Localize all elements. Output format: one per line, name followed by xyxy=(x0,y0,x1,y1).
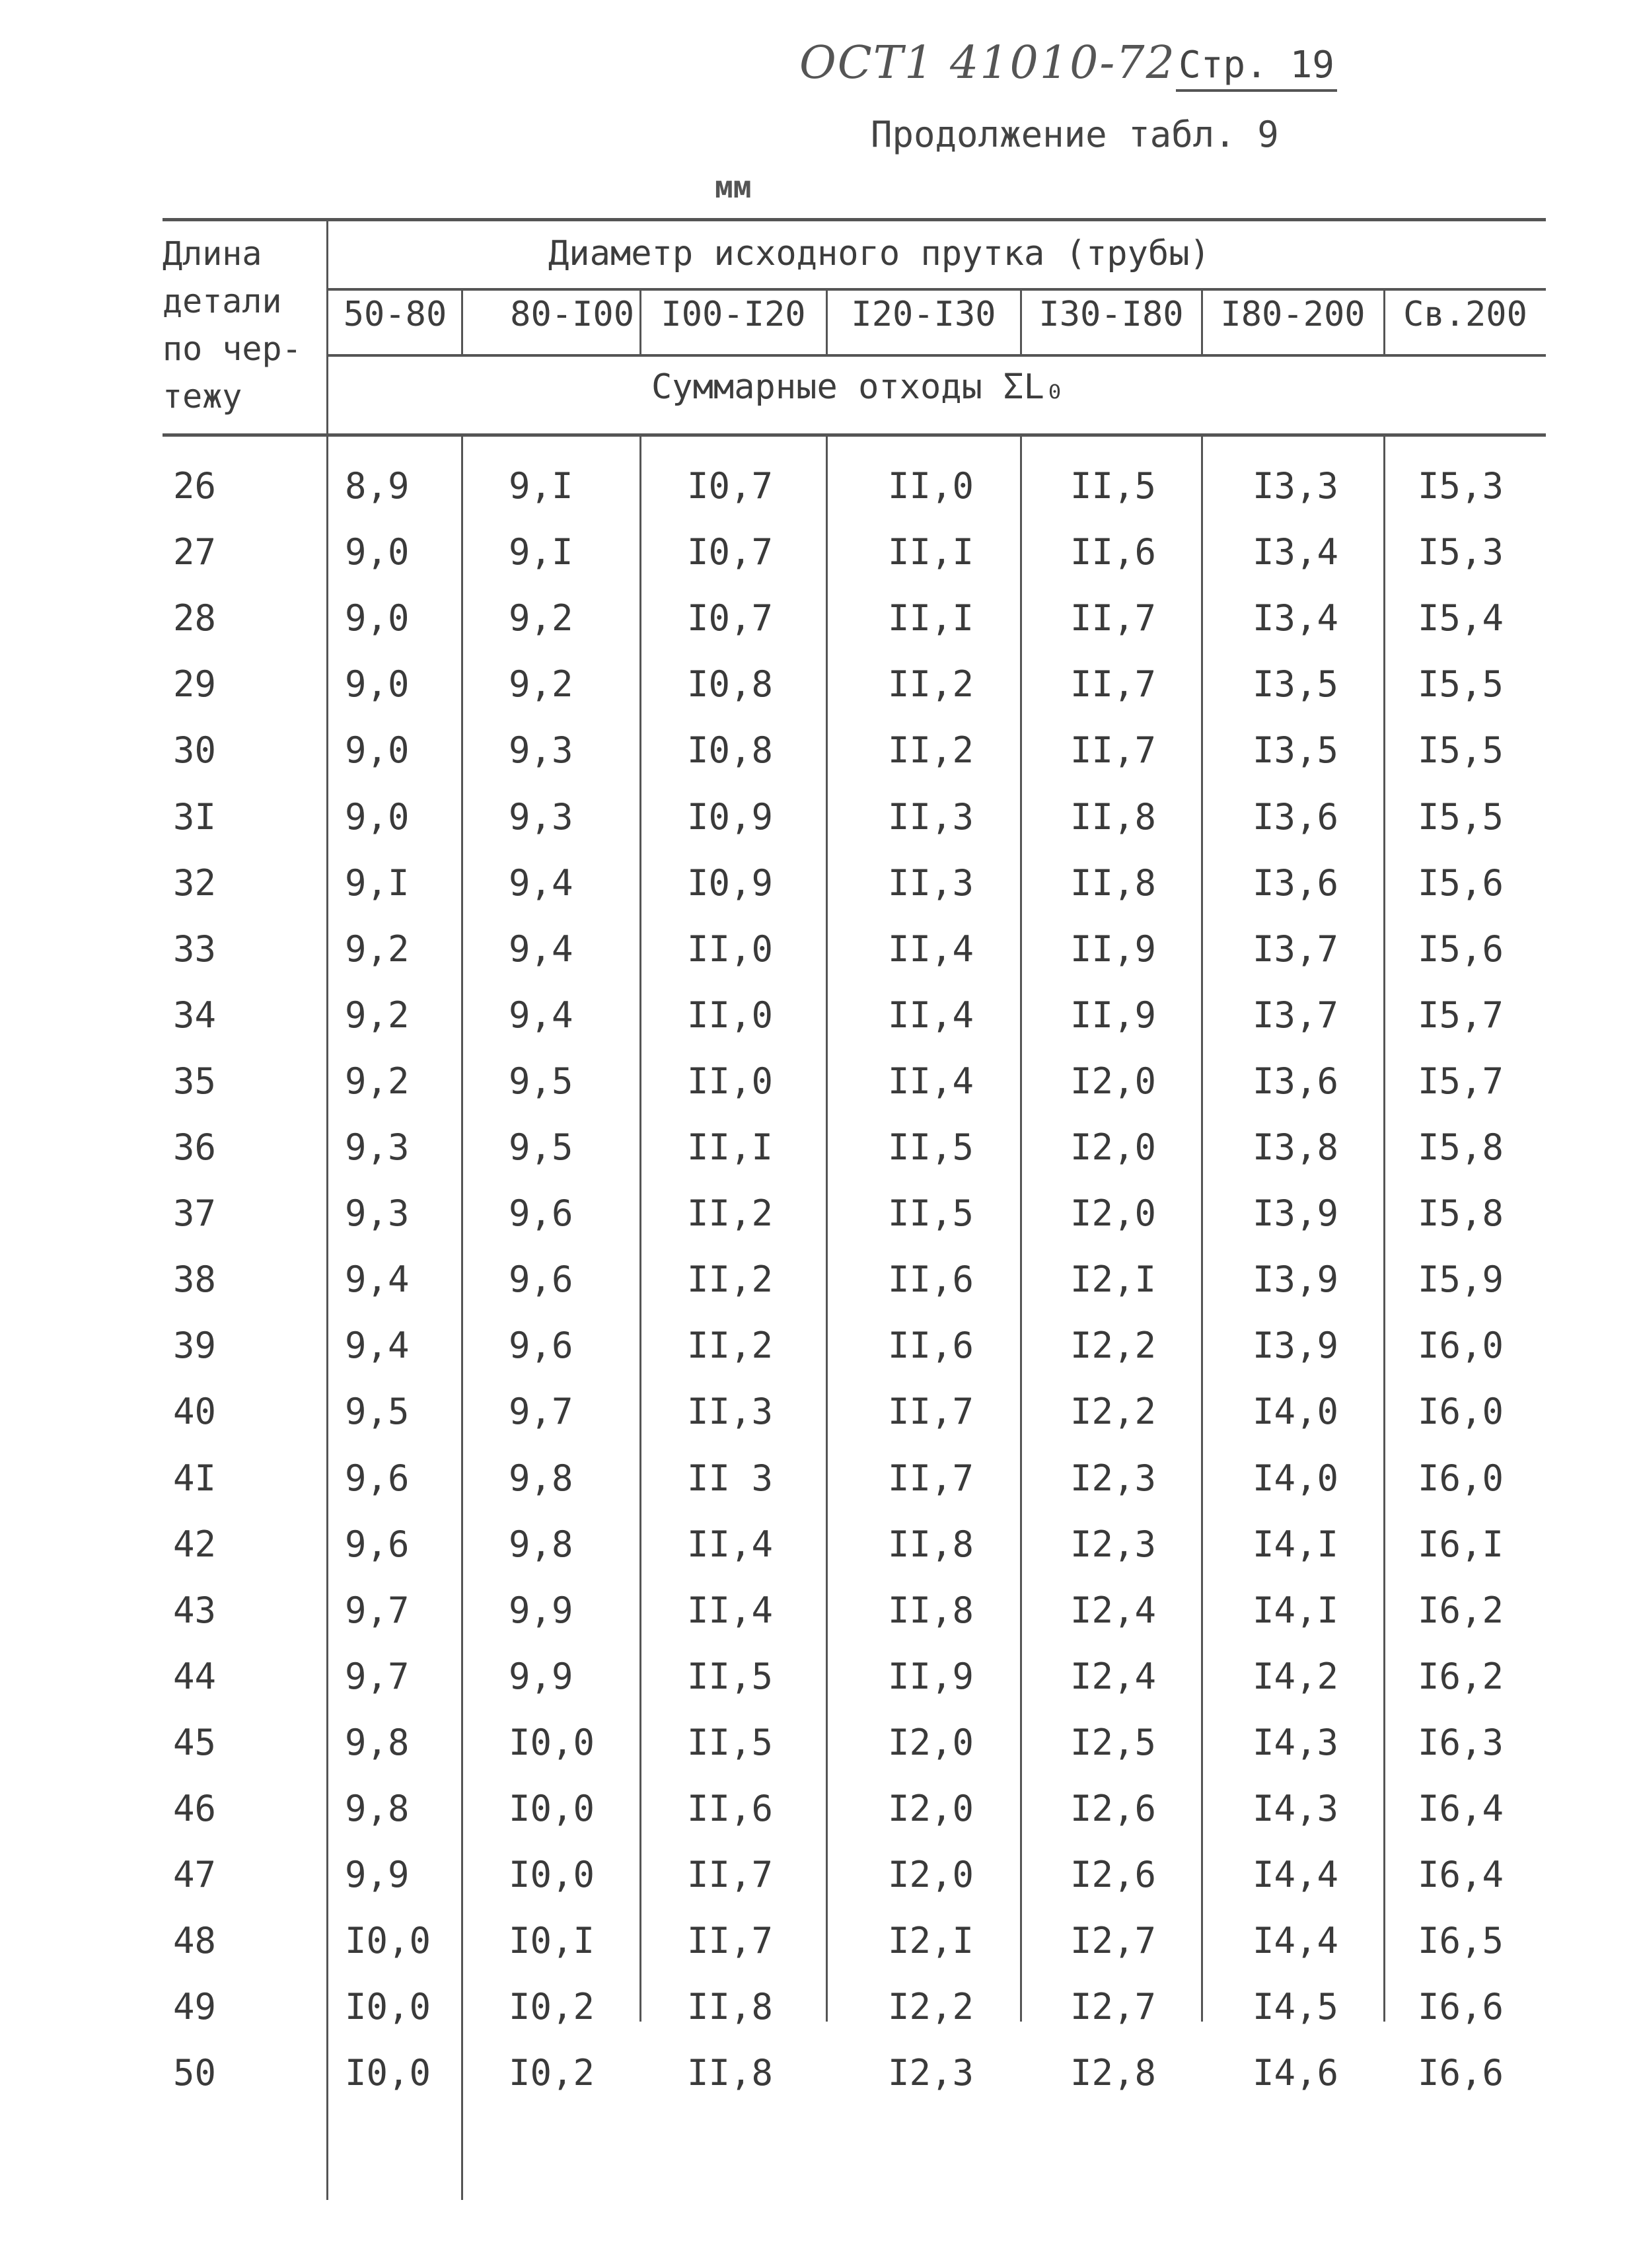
waste-value-cell: I2,5 xyxy=(1070,1722,1157,1763)
waste-value-cell: I2,3 xyxy=(1070,1457,1157,1499)
waste-value-cell: 9,9 xyxy=(509,1656,573,1697)
table-row xyxy=(0,2052,1639,2118)
waste-value-cell: II,6 xyxy=(888,1259,974,1300)
waste-value-cell: 9,4 xyxy=(345,1325,410,1366)
waste-value-cell: I6,0 xyxy=(1418,1391,1504,1432)
length-cell: 27 xyxy=(173,531,217,573)
waste-value-cell: II,7 xyxy=(687,1854,774,1895)
waste-value-cell: II,5 xyxy=(888,1126,974,1168)
waste-value-cell: 9,3 xyxy=(345,1192,410,1234)
waste-value-cell: I2,2 xyxy=(1070,1391,1157,1432)
table-row xyxy=(0,1192,1639,1259)
waste-value-cell: I2,7 xyxy=(1070,1986,1157,2028)
waste-value-cell: I4,I xyxy=(1253,1523,1339,1565)
waste-value-cell: II,5 xyxy=(1070,465,1157,507)
table-row xyxy=(0,1854,1639,1920)
waste-value-cell: II,9 xyxy=(888,1656,974,1697)
waste-value-cell: 9,7 xyxy=(345,1590,410,1631)
waste-value-cell: II,4 xyxy=(888,928,974,970)
waste-value-cell: 9,2 xyxy=(345,994,410,1036)
waste-value-cell: I3,4 xyxy=(1253,531,1339,573)
length-cell: 34 xyxy=(173,994,217,1036)
waste-value-cell: II,7 xyxy=(1070,597,1157,639)
waste-value-cell: II,I xyxy=(687,1126,774,1168)
waste-value-cell: I0,0 xyxy=(345,1986,431,2028)
length-cell: 47 xyxy=(173,1854,217,1895)
waste-value-cell: 9,8 xyxy=(345,1722,410,1763)
waste-value-cell: II,8 xyxy=(1070,862,1157,904)
waste-value-cell: 9,5 xyxy=(509,1126,573,1168)
waste-value-cell: I4,I xyxy=(1253,1590,1339,1631)
waste-value-cell: 9,9 xyxy=(345,1854,410,1895)
waste-value-cell: I4,6 xyxy=(1253,2052,1339,2094)
waste-value-cell: II,2 xyxy=(687,1192,774,1234)
waste-value-cell: I5,7 xyxy=(1418,1060,1504,1102)
waste-value-cell: I2,6 xyxy=(1070,1854,1157,1895)
table-row xyxy=(0,465,1639,531)
column-header-180-200: I80-200 xyxy=(1220,295,1366,334)
waste-value-cell: I5,6 xyxy=(1418,862,1504,904)
waste-value-cell: I2,8 xyxy=(1070,2052,1157,2094)
table-row xyxy=(0,1259,1639,1325)
waste-value-cell: I5,4 xyxy=(1418,597,1504,639)
waste-value-cell: II 3 xyxy=(687,1457,774,1499)
waste-value-cell: II,7 xyxy=(1070,729,1157,771)
waste-value-cell: I3,6 xyxy=(1253,796,1339,838)
length-cell: 39 xyxy=(173,1325,217,1366)
waste-value-cell: I6,5 xyxy=(1418,1920,1504,1961)
length-cell: 26 xyxy=(173,465,217,507)
waste-value-cell: I3,9 xyxy=(1253,1325,1339,1366)
table-row xyxy=(0,994,1639,1060)
waste-value-cell: II,4 xyxy=(888,994,974,1036)
waste-value-cell: I2,3 xyxy=(888,2052,974,2094)
table-header-bottom-rule xyxy=(163,433,1546,437)
waste-value-cell: I2,7 xyxy=(1070,1920,1157,1961)
waste-value-cell: I6,6 xyxy=(1418,1986,1504,2028)
table-row xyxy=(0,1722,1639,1788)
diameter-header-rule xyxy=(328,288,1546,291)
waste-value-cell: II,I xyxy=(888,597,974,639)
length-cell: 30 xyxy=(173,729,217,771)
waste-value-cell: 9,6 xyxy=(509,1325,573,1366)
waste-value-cell: I0,8 xyxy=(687,663,774,705)
document-code: ОСТ1 41010-72 xyxy=(799,37,1176,89)
length-cell: 45 xyxy=(173,1722,217,1763)
waste-value-cell: II,8 xyxy=(687,2052,774,2094)
waste-value-cell: 9,5 xyxy=(345,1391,410,1432)
waste-value-cell: 9,7 xyxy=(509,1391,573,1432)
length-cell: 36 xyxy=(173,1126,217,1168)
column-divider-4 xyxy=(1020,288,1022,355)
waste-value-cell: II,0 xyxy=(888,465,974,507)
table-row xyxy=(0,1788,1639,1854)
table-row xyxy=(0,1656,1639,1722)
waste-value-cell: I0,0 xyxy=(509,1722,595,1763)
waste-value-cell: II,2 xyxy=(888,729,974,771)
length-cell: 29 xyxy=(173,663,217,705)
waste-value-cell: I4,2 xyxy=(1253,1656,1339,1697)
column-header-50-80: 50-80 xyxy=(343,295,447,334)
diameter-header: Диаметр исходного прутка (трубы) xyxy=(548,234,1210,274)
waste-value-cell: 9,6 xyxy=(509,1192,573,1234)
length-header-line: Длина xyxy=(163,235,262,273)
waste-value-cell: II,4 xyxy=(888,1060,974,1102)
length-cell: 28 xyxy=(173,597,217,639)
waste-value-cell: II,6 xyxy=(687,1788,774,1829)
waste-value-cell: I3,7 xyxy=(1253,994,1339,1036)
waste-value-cell: I2,0 xyxy=(1070,1060,1157,1102)
waste-value-cell: I0,9 xyxy=(687,796,774,838)
length-cell: 37 xyxy=(173,1192,217,1234)
waste-value-cell: II,7 xyxy=(687,1920,774,1961)
waste-value-cell: 9,I xyxy=(509,531,573,573)
waste-value-cell: I6,2 xyxy=(1418,1590,1504,1631)
waste-value-cell: I4,4 xyxy=(1253,1920,1339,1961)
waste-value-cell: I3,8 xyxy=(1253,1126,1339,1168)
table-row xyxy=(0,1325,1639,1391)
waste-value-cell: 9,0 xyxy=(345,729,410,771)
length-cell: 50 xyxy=(173,2052,217,2094)
columns-header-rule xyxy=(328,354,1546,357)
length-cell: 42 xyxy=(173,1523,217,1565)
length-cell: 33 xyxy=(173,928,217,970)
length-header-line: детали xyxy=(163,282,282,320)
length-cell: 32 xyxy=(173,862,217,904)
total-waste-header: Суммарные отходы ΣL₀ xyxy=(651,367,1066,407)
table-row xyxy=(0,1060,1639,1126)
waste-value-cell: I0,0 xyxy=(345,2052,431,2094)
waste-value-cell: 9,I xyxy=(345,862,410,904)
waste-value-cell: 9,0 xyxy=(345,663,410,705)
waste-value-cell: I4,5 xyxy=(1253,1986,1339,2028)
waste-value-cell: II,2 xyxy=(888,663,974,705)
waste-value-cell: I5,7 xyxy=(1418,994,1504,1036)
table-row xyxy=(0,862,1639,928)
waste-value-cell: I6,4 xyxy=(1418,1788,1504,1829)
waste-value-cell: II,5 xyxy=(888,1192,974,1234)
table-row xyxy=(0,796,1639,862)
length-cell: 49 xyxy=(173,1986,217,2028)
waste-value-cell: I5,9 xyxy=(1418,1259,1504,1300)
waste-value-cell: II,7 xyxy=(1070,663,1157,705)
waste-value-cell: 9,6 xyxy=(345,1457,410,1499)
waste-value-cell: I3,9 xyxy=(1253,1192,1339,1234)
column-header-100-120: I00-I20 xyxy=(661,295,806,334)
waste-value-cell: I0,2 xyxy=(509,1986,595,2028)
table-row xyxy=(0,1457,1639,1523)
table-row xyxy=(0,729,1639,795)
waste-value-cell: II,8 xyxy=(1070,796,1157,838)
waste-value-cell: II,5 xyxy=(687,1722,774,1763)
waste-value-cell: I6,I xyxy=(1418,1523,1504,1565)
waste-value-cell: 9,3 xyxy=(509,796,573,838)
waste-value-cell: II,7 xyxy=(888,1457,974,1499)
table-row xyxy=(0,1986,1639,2052)
length-cell: 40 xyxy=(173,1391,217,1432)
waste-value-cell: I2,4 xyxy=(1070,1656,1157,1697)
length-header-line: по чер- xyxy=(163,330,302,368)
waste-value-cell: I3,6 xyxy=(1253,862,1339,904)
waste-value-cell: I0,8 xyxy=(687,729,774,771)
waste-value-cell: II,4 xyxy=(687,1590,774,1631)
length-cell: 3I xyxy=(173,796,217,838)
waste-value-cell: I0,I xyxy=(509,1920,595,1961)
column-divider-2 xyxy=(639,288,641,355)
waste-value-cell: I6,0 xyxy=(1418,1325,1504,1366)
waste-value-cell: I0,7 xyxy=(687,597,774,639)
waste-value-cell: 9,8 xyxy=(509,1523,573,1565)
length-cell: 48 xyxy=(173,1920,217,1961)
waste-value-cell: II,0 xyxy=(687,928,774,970)
waste-value-cell: I2,I xyxy=(1070,1259,1157,1300)
waste-value-cell: 9,5 xyxy=(509,1060,573,1102)
waste-value-cell: II,6 xyxy=(1070,531,1157,573)
waste-value-cell: II,3 xyxy=(687,1391,774,1432)
waste-value-cell: 9,4 xyxy=(509,994,573,1036)
waste-value-cell: I0,0 xyxy=(509,1854,595,1895)
table-row xyxy=(0,928,1639,994)
table-row xyxy=(0,1523,1639,1590)
waste-value-cell: I3,4 xyxy=(1253,597,1339,639)
waste-value-cell: II,6 xyxy=(888,1325,974,1366)
waste-value-cell: I0,2 xyxy=(509,2052,595,2094)
waste-value-cell: 9,8 xyxy=(345,1788,410,1829)
waste-value-cell: II,2 xyxy=(687,1325,774,1366)
column-divider-5 xyxy=(1201,288,1203,355)
waste-value-cell: 9,2 xyxy=(509,597,573,639)
length-cell: 43 xyxy=(173,1590,217,1631)
waste-value-cell: II,2 xyxy=(687,1259,774,1300)
waste-value-cell: I5,8 xyxy=(1418,1126,1504,1168)
waste-value-cell: I4,0 xyxy=(1253,1391,1339,1432)
waste-value-cell: I4,3 xyxy=(1253,1788,1339,1829)
waste-value-cell: II,9 xyxy=(1070,994,1157,1036)
waste-value-cell: I2,I xyxy=(888,1920,974,1961)
waste-value-cell: I6,0 xyxy=(1418,1457,1504,1499)
table-row xyxy=(0,1126,1639,1192)
waste-value-cell: II,8 xyxy=(687,1986,774,2028)
waste-value-cell: I5,8 xyxy=(1418,1192,1504,1234)
waste-value-cell: 9,4 xyxy=(345,1259,410,1300)
waste-value-cell: I4,3 xyxy=(1253,1722,1339,1763)
table-row xyxy=(0,1590,1639,1656)
waste-value-cell: I3,3 xyxy=(1253,465,1339,507)
table-row xyxy=(0,597,1639,663)
waste-value-cell: I0,7 xyxy=(687,531,774,573)
waste-value-cell: I5,5 xyxy=(1418,729,1504,771)
column-header-80-100: 80-I00 xyxy=(510,295,634,334)
length-header-line: тежу xyxy=(163,377,242,416)
waste-value-cell: I2,0 xyxy=(1070,1126,1157,1168)
waste-value-cell: I6,2 xyxy=(1418,1656,1504,1697)
table-top-rule xyxy=(163,218,1546,221)
waste-value-cell: I2,6 xyxy=(1070,1788,1157,1829)
waste-value-cell: I3,9 xyxy=(1253,1259,1339,1300)
column-header-120-130: I20-I30 xyxy=(851,295,996,334)
waste-value-cell: I5,5 xyxy=(1418,663,1504,705)
waste-value-cell: II,4 xyxy=(687,1523,774,1565)
waste-value-cell: I2,2 xyxy=(1070,1325,1157,1366)
waste-value-cell: 9,4 xyxy=(509,862,573,904)
waste-value-cell: I4,0 xyxy=(1253,1457,1339,1499)
waste-value-cell: II,8 xyxy=(888,1590,974,1631)
waste-value-cell: II,8 xyxy=(888,1523,974,1565)
waste-value-cell: I3,5 xyxy=(1253,663,1339,705)
waste-value-cell: 9,0 xyxy=(345,597,410,639)
page-number: Стр. 19 xyxy=(1176,44,1337,92)
waste-value-cell: I0,0 xyxy=(345,1920,431,1961)
waste-value-cell: I6,6 xyxy=(1418,2052,1504,2094)
waste-value-cell: I2,0 xyxy=(888,1854,974,1895)
waste-value-cell: I4,4 xyxy=(1253,1854,1339,1895)
waste-value-cell: 9,2 xyxy=(345,928,410,970)
waste-value-cell: II,7 xyxy=(888,1391,974,1432)
waste-value-cell: 9,3 xyxy=(345,1126,410,1168)
waste-value-cell: I0,9 xyxy=(687,862,774,904)
waste-value-cell: 9,6 xyxy=(509,1259,573,1300)
waste-value-cell: I6,4 xyxy=(1418,1854,1504,1895)
column-header-130-180: I30-I80 xyxy=(1038,295,1184,334)
length-cell: 35 xyxy=(173,1060,217,1102)
waste-value-cell: I5,5 xyxy=(1418,796,1504,838)
waste-value-cell: I0,7 xyxy=(687,465,774,507)
waste-value-cell: I3,5 xyxy=(1253,729,1339,771)
table-row xyxy=(0,663,1639,729)
column-divider-6 xyxy=(1383,288,1385,355)
waste-value-cell: I2,3 xyxy=(1070,1523,1157,1565)
waste-value-cell: I2,4 xyxy=(1070,1590,1157,1631)
waste-value-cell: I5,3 xyxy=(1418,531,1504,573)
length-cell: 46 xyxy=(173,1788,217,1829)
waste-value-cell: I2,0 xyxy=(888,1722,974,1763)
units-label: мм xyxy=(715,169,752,205)
waste-value-cell: II,3 xyxy=(888,796,974,838)
waste-value-cell: II,0 xyxy=(687,1060,774,1102)
waste-value-cell: I6,3 xyxy=(1418,1722,1504,1763)
waste-value-cell: 9,3 xyxy=(509,729,573,771)
waste-value-cell: 9,2 xyxy=(509,663,573,705)
waste-value-cell: I0,0 xyxy=(509,1788,595,1829)
waste-value-cell: I5,6 xyxy=(1418,928,1504,970)
waste-value-cell: I2,0 xyxy=(1070,1192,1157,1234)
waste-value-cell: I3,7 xyxy=(1253,928,1339,970)
length-column-header xyxy=(163,230,302,420)
waste-value-cell: 9,7 xyxy=(345,1656,410,1697)
length-cell: 4I xyxy=(173,1457,217,1499)
waste-value-cell: II,5 xyxy=(687,1656,774,1697)
column-divider-3 xyxy=(826,288,828,355)
table-row xyxy=(0,1920,1639,1986)
waste-value-cell: 9,0 xyxy=(345,531,410,573)
waste-value-cell: 9,I xyxy=(509,465,573,507)
waste-value-cell: I3,6 xyxy=(1253,1060,1339,1102)
table-row xyxy=(0,1391,1639,1457)
waste-value-cell: 9,8 xyxy=(509,1457,573,1499)
waste-value-cell: II,3 xyxy=(888,862,974,904)
waste-value-cell: 9,4 xyxy=(509,928,573,970)
waste-value-cell: 8,9 xyxy=(345,465,410,507)
waste-value-cell: I2,2 xyxy=(888,1986,974,2028)
waste-value-cell: II,I xyxy=(888,531,974,573)
waste-value-cell: 9,0 xyxy=(345,796,410,838)
waste-value-cell: I5,3 xyxy=(1418,465,1504,507)
waste-value-cell: 9,9 xyxy=(509,1590,573,1631)
table-row xyxy=(0,531,1639,597)
column-header-over-200: Св.200 xyxy=(1403,295,1527,334)
waste-value-cell: I2,0 xyxy=(888,1788,974,1829)
length-cell: 38 xyxy=(173,1259,217,1300)
waste-value-cell: 9,6 xyxy=(345,1523,410,1565)
waste-value-cell: II,9 xyxy=(1070,928,1157,970)
table-caption: Продолжение табл. 9 xyxy=(871,114,1279,155)
length-cell: 44 xyxy=(173,1656,217,1697)
waste-value-cell: II,0 xyxy=(687,994,774,1036)
waste-value-cell: 9,2 xyxy=(345,1060,410,1102)
